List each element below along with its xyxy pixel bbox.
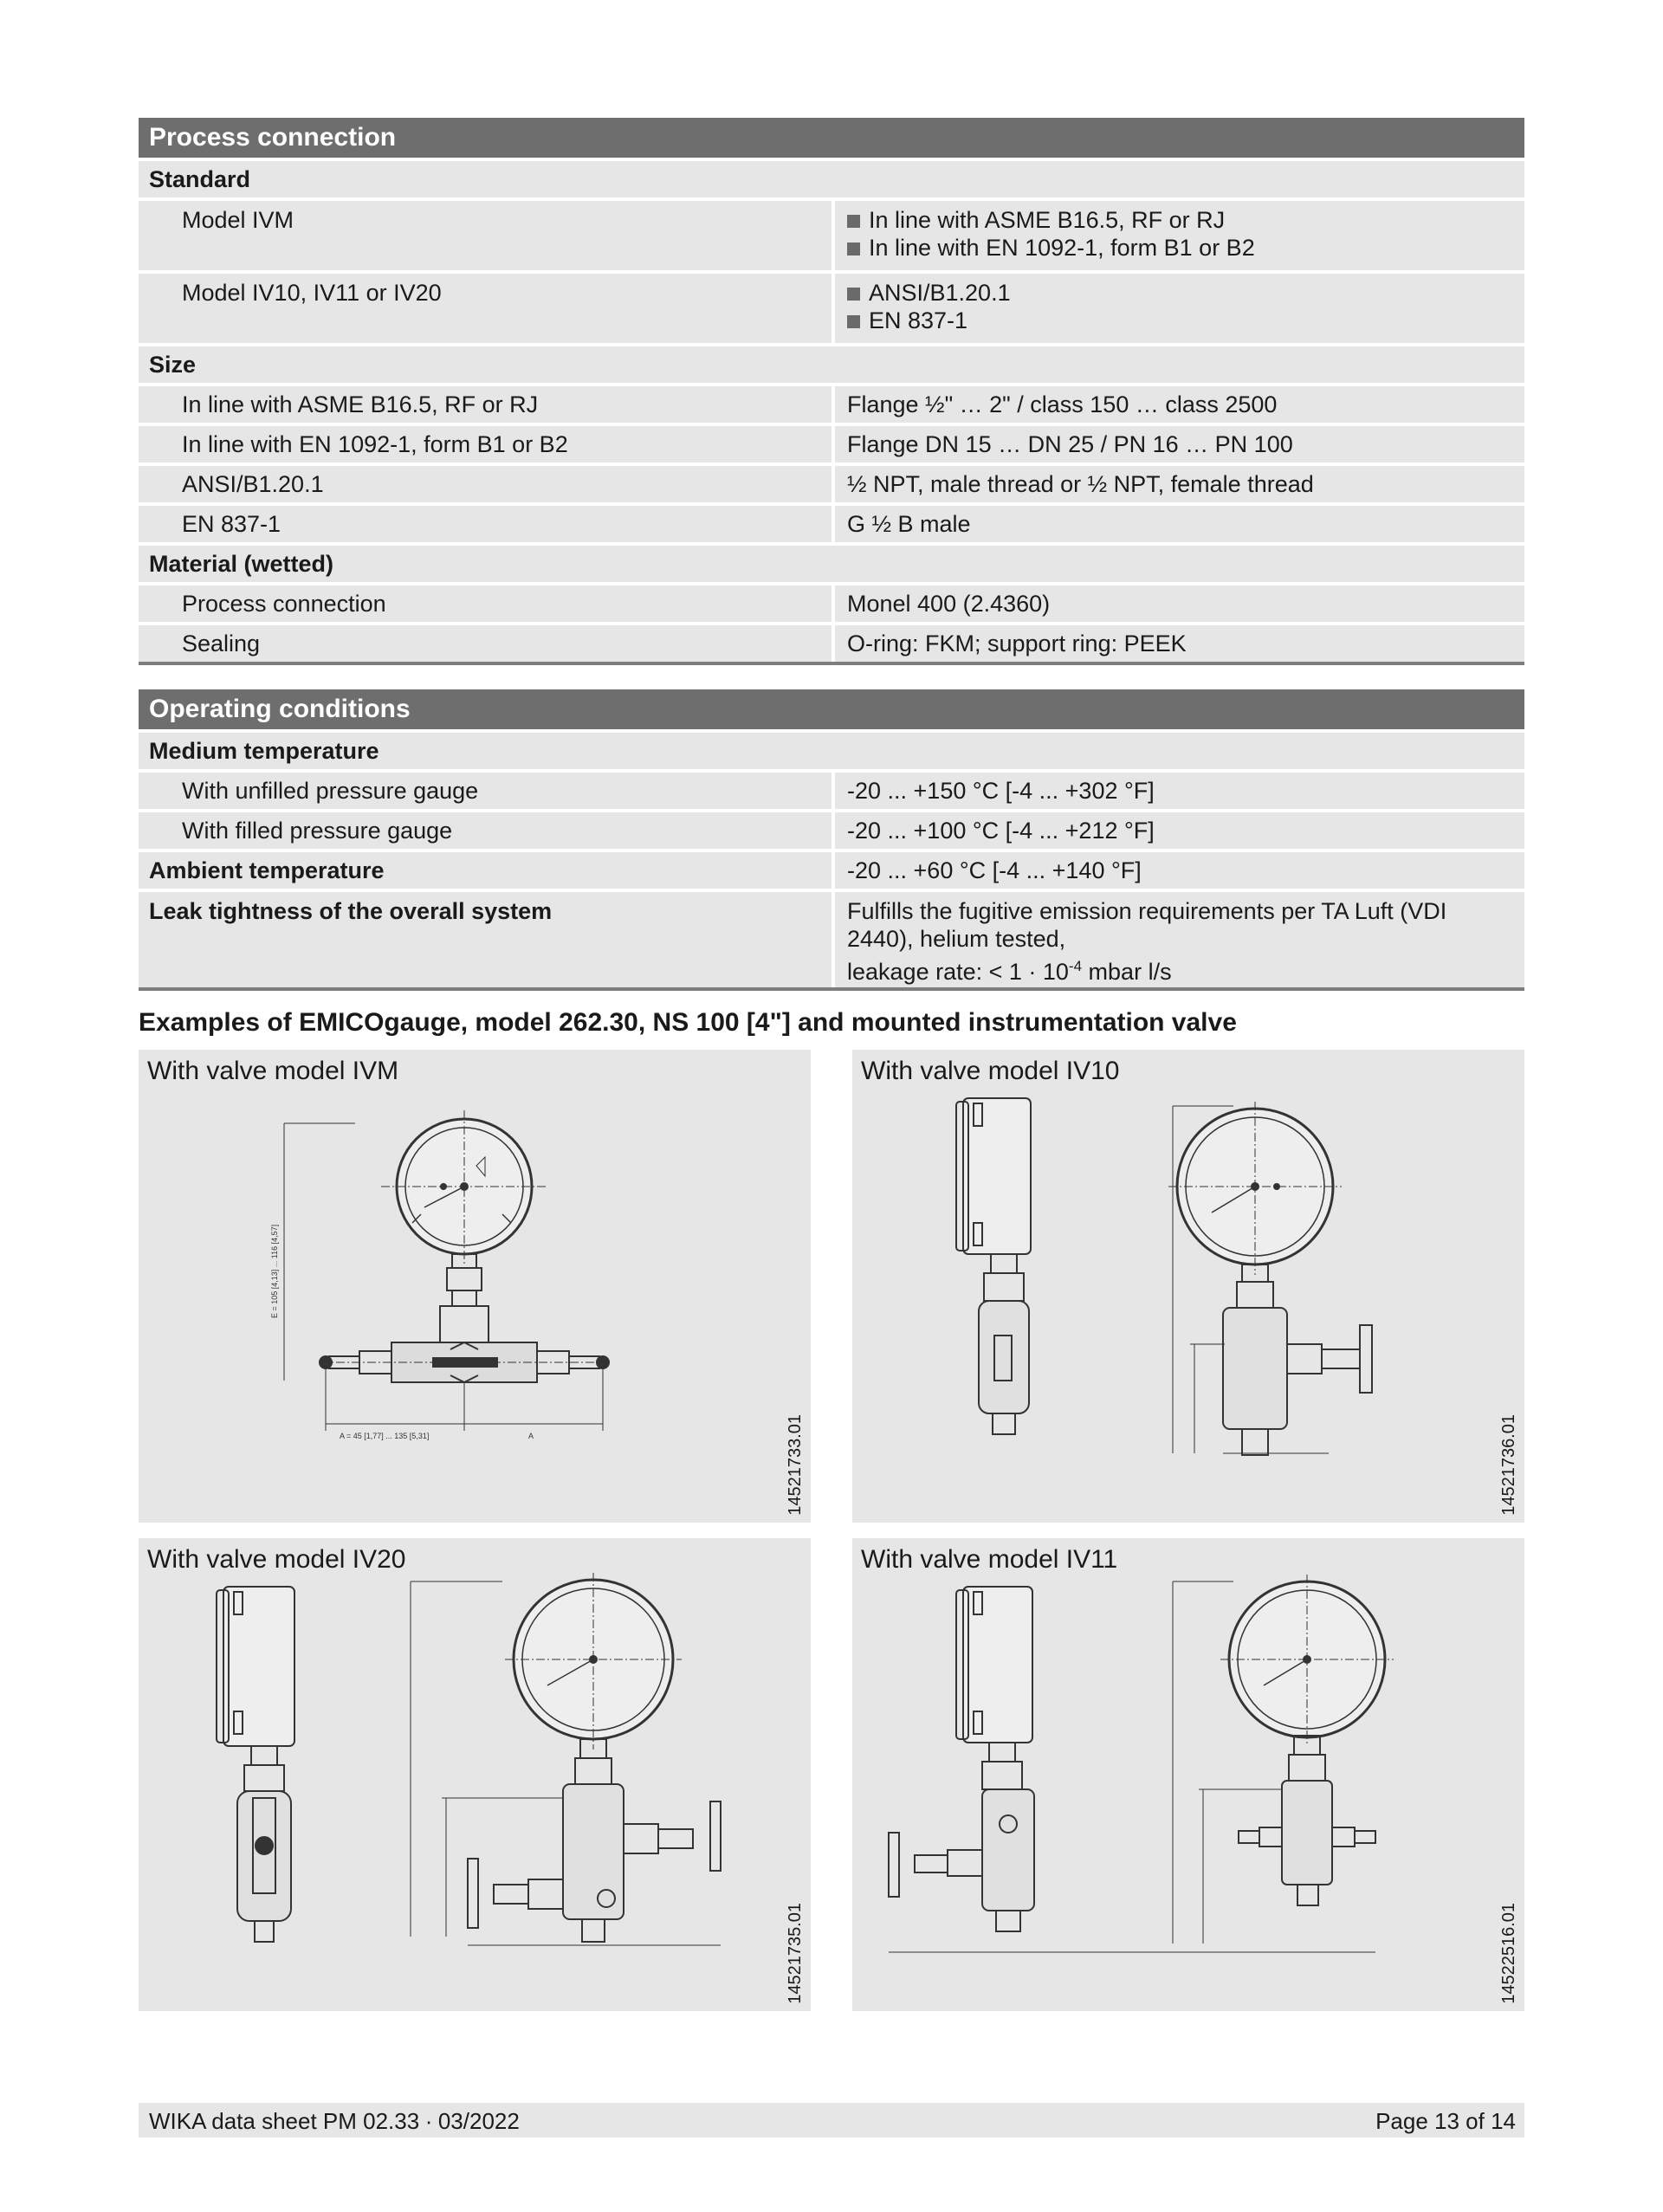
row-label: Model IVM [139,201,832,270]
row-value: Monel 400 (2.4360) [832,585,1524,622]
drawing-code: 14522516.01 [1499,1903,1518,2004]
bullet-item: In line with ASME B16.5, RF or RJ [847,206,1514,234]
section-title: Operating conditions [139,689,1524,729]
row-value: Flange DN 15 … DN 25 / PN 16 … PN 100 [832,426,1524,462]
row-label: With filled pressure gauge [139,812,832,849]
example-panel-iv11 [852,1538,1524,2011]
row-value: Flange ½" … 2" / class 150 … class 2500 [832,386,1524,423]
row-value: ½ NPT, male thread or ½ NPT, female thread [832,466,1524,502]
table-bottom-rule [139,987,1524,991]
bullet-item: ANSI/B1.20.1 [847,279,1514,307]
group-label: Standard [139,161,1524,197]
panel-title: With valve model IVM [147,1057,399,1085]
row-label: With unfilled pressure gauge [139,773,832,809]
bullet-item: In line with EN 1092-1, form B1 or B2 [847,234,1514,262]
process-connection-table [139,114,1524,665]
footer-doc-info: WIKA data sheet PM 02.33 ∙ 03/2022 [149,2108,520,2134]
group-label: Material (wetted) [139,546,1524,582]
group-label: Size [139,346,1524,383]
examples-heading: Examples of EMICOgauge, model 262.30, NS 100 [4"] and mounted instrumentation valve [139,1008,1237,1037]
dim-a-label: A = 45 [1,77] ... 135 [5,31] [340,1432,430,1440]
bullet-item: EN 837-1 [847,307,1514,334]
footer-page-number: Page 13 of 14 [1375,2108,1516,2134]
panel-title: With valve model IV11 [861,1545,1118,1574]
operating-conditions-section [139,686,1524,991]
operating-conditions-table [139,686,1524,991]
group-label: Medium temperature [139,733,1524,769]
row-value [832,892,1524,987]
row-label: Process connection [139,585,832,622]
leak-rate-unit: mbar l/s [1082,959,1172,985]
iv10-drawing [852,1050,1524,1523]
panel-title: With valve model IV10 [861,1057,1120,1085]
table-bottom-rule [139,662,1524,665]
panel-title: With valve model IV20 [147,1545,406,1574]
leak-rate-exponent: -4 [1068,958,1083,974]
iv11-drawing [852,1538,1524,2011]
leak-value-line-1: Fulfills the fugitive emission requirements per TA Luft (VDI 2440), helium tested, [847,898,1447,952]
row-label: In line with ASME B16.5, RF or RJ [139,386,832,423]
row-value: O-ring: FKM; support ring: PEEK [832,625,1524,662]
example-panel-iv10 [852,1050,1524,1523]
ivm-drawing [139,1050,811,1523]
example-panel-ivm [139,1050,811,1523]
row-value: -20 ... +150 °C [-4 ... +302 °F] [832,773,1524,809]
drawing-code: 14521735.01 [786,1903,805,2004]
example-panel-iv20 [139,1538,811,2011]
row-label: Model IV10, IV11 or IV20 [139,274,832,343]
row-value [832,201,1524,270]
leak-rate-text: leakage rate: < 1 · 10 [847,959,1069,985]
dim-a2-label: A [528,1432,534,1440]
section-title: Process connection [139,118,1524,158]
row-label: Sealing [139,625,832,662]
drawing-code: 14521736.01 [1499,1414,1518,1516]
drawing-code: 14521733.01 [786,1414,805,1516]
row-label: In line with EN 1092-1, form B1 or B2 [139,426,832,462]
row-value: -20 ... +100 °C [-4 ... +212 °F] [832,812,1524,849]
row-label: EN 837-1 [139,506,832,542]
row-label: ANSI/B1.20.1 [139,466,832,502]
iv20-drawing [139,1538,811,2011]
leak-value-line-2 [847,953,1514,986]
row-label: Leak tightness of the overall system [139,892,832,987]
process-connection-section [139,114,1524,665]
page-footer [139,2103,1524,2138]
dim-e-label: E = 105 [4,13] ... 116 [4,57] [270,1224,279,1318]
row-value: G ½ B male [832,506,1524,542]
row-value: -20 ... +60 °C [-4 ... +140 °F] [832,852,1524,889]
row-label: Ambient temperature [139,852,832,889]
row-value [832,274,1524,343]
